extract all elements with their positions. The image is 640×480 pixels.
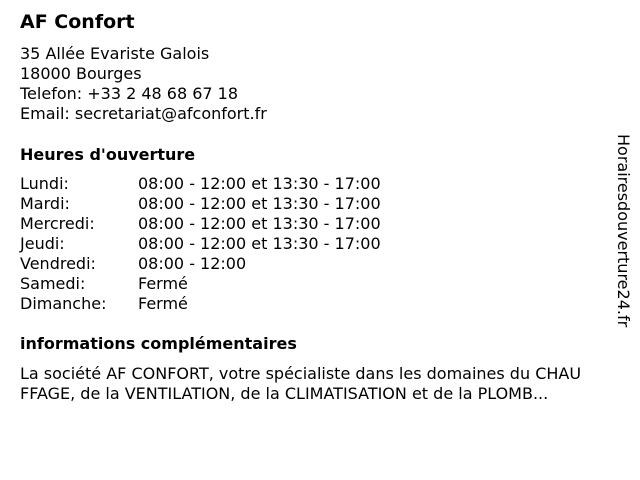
hours-row-sunday <box>20 294 381 314</box>
opening-hours-table <box>20 174 381 314</box>
time-range: Fermé <box>138 274 188 293</box>
company-name: AF Confort <box>20 11 135 33</box>
site-watermark: Horairesdouverture24.fr <box>614 134 633 328</box>
day-label: Vendredi: <box>20 254 96 273</box>
time-range: 08:00 - 12:00 et 13:30 - 17:00 <box>138 194 381 213</box>
hours-row-wednesday <box>20 214 381 234</box>
time-range: 08:00 - 12:00 et 13:30 - 17:00 <box>138 234 381 253</box>
hours-row-saturday <box>20 274 381 294</box>
day-label: Lundi: <box>20 174 69 193</box>
time-range: 08:00 - 12:00 et 13:30 - 17:00 <box>138 214 381 233</box>
day-label: Jeudi: <box>20 234 65 253</box>
day-label: Mercredi: <box>20 214 95 233</box>
additional-info-text: La société AF CONFORT, votre spécialiste dans les domaines du CHAU FFAGE, de la VENTILATION, de la CLIMATISATION et de la PLOMB... <box>20 364 582 403</box>
day-label: Dimanche: <box>20 294 107 313</box>
time-range: Fermé <box>138 294 188 313</box>
opening-hours-heading: Heures d'ouverture <box>20 145 196 164</box>
hours-row-thursday <box>20 234 381 254</box>
street-address: 35 Allée Evariste Galois <box>20 44 210 63</box>
city-postcode: 18000 Bourges <box>20 64 142 83</box>
additional-info-heading: informations complémentaires <box>20 334 297 353</box>
hours-row-friday <box>20 254 381 274</box>
time-range: 08:00 - 12:00 <box>138 254 247 273</box>
phone-number: Telefon: +33 2 48 68 67 18 <box>20 84 239 103</box>
day-label: Mardi: <box>20 194 70 213</box>
hours-row-monday <box>20 174 381 194</box>
hours-row-tuesday <box>20 194 381 214</box>
email-address: Email: secretariat@afconfort.fr <box>20 104 267 123</box>
day-label: Samedi: <box>20 274 86 293</box>
time-range: 08:00 - 12:00 et 13:30 - 17:00 <box>138 174 381 193</box>
address-block <box>20 44 267 124</box>
